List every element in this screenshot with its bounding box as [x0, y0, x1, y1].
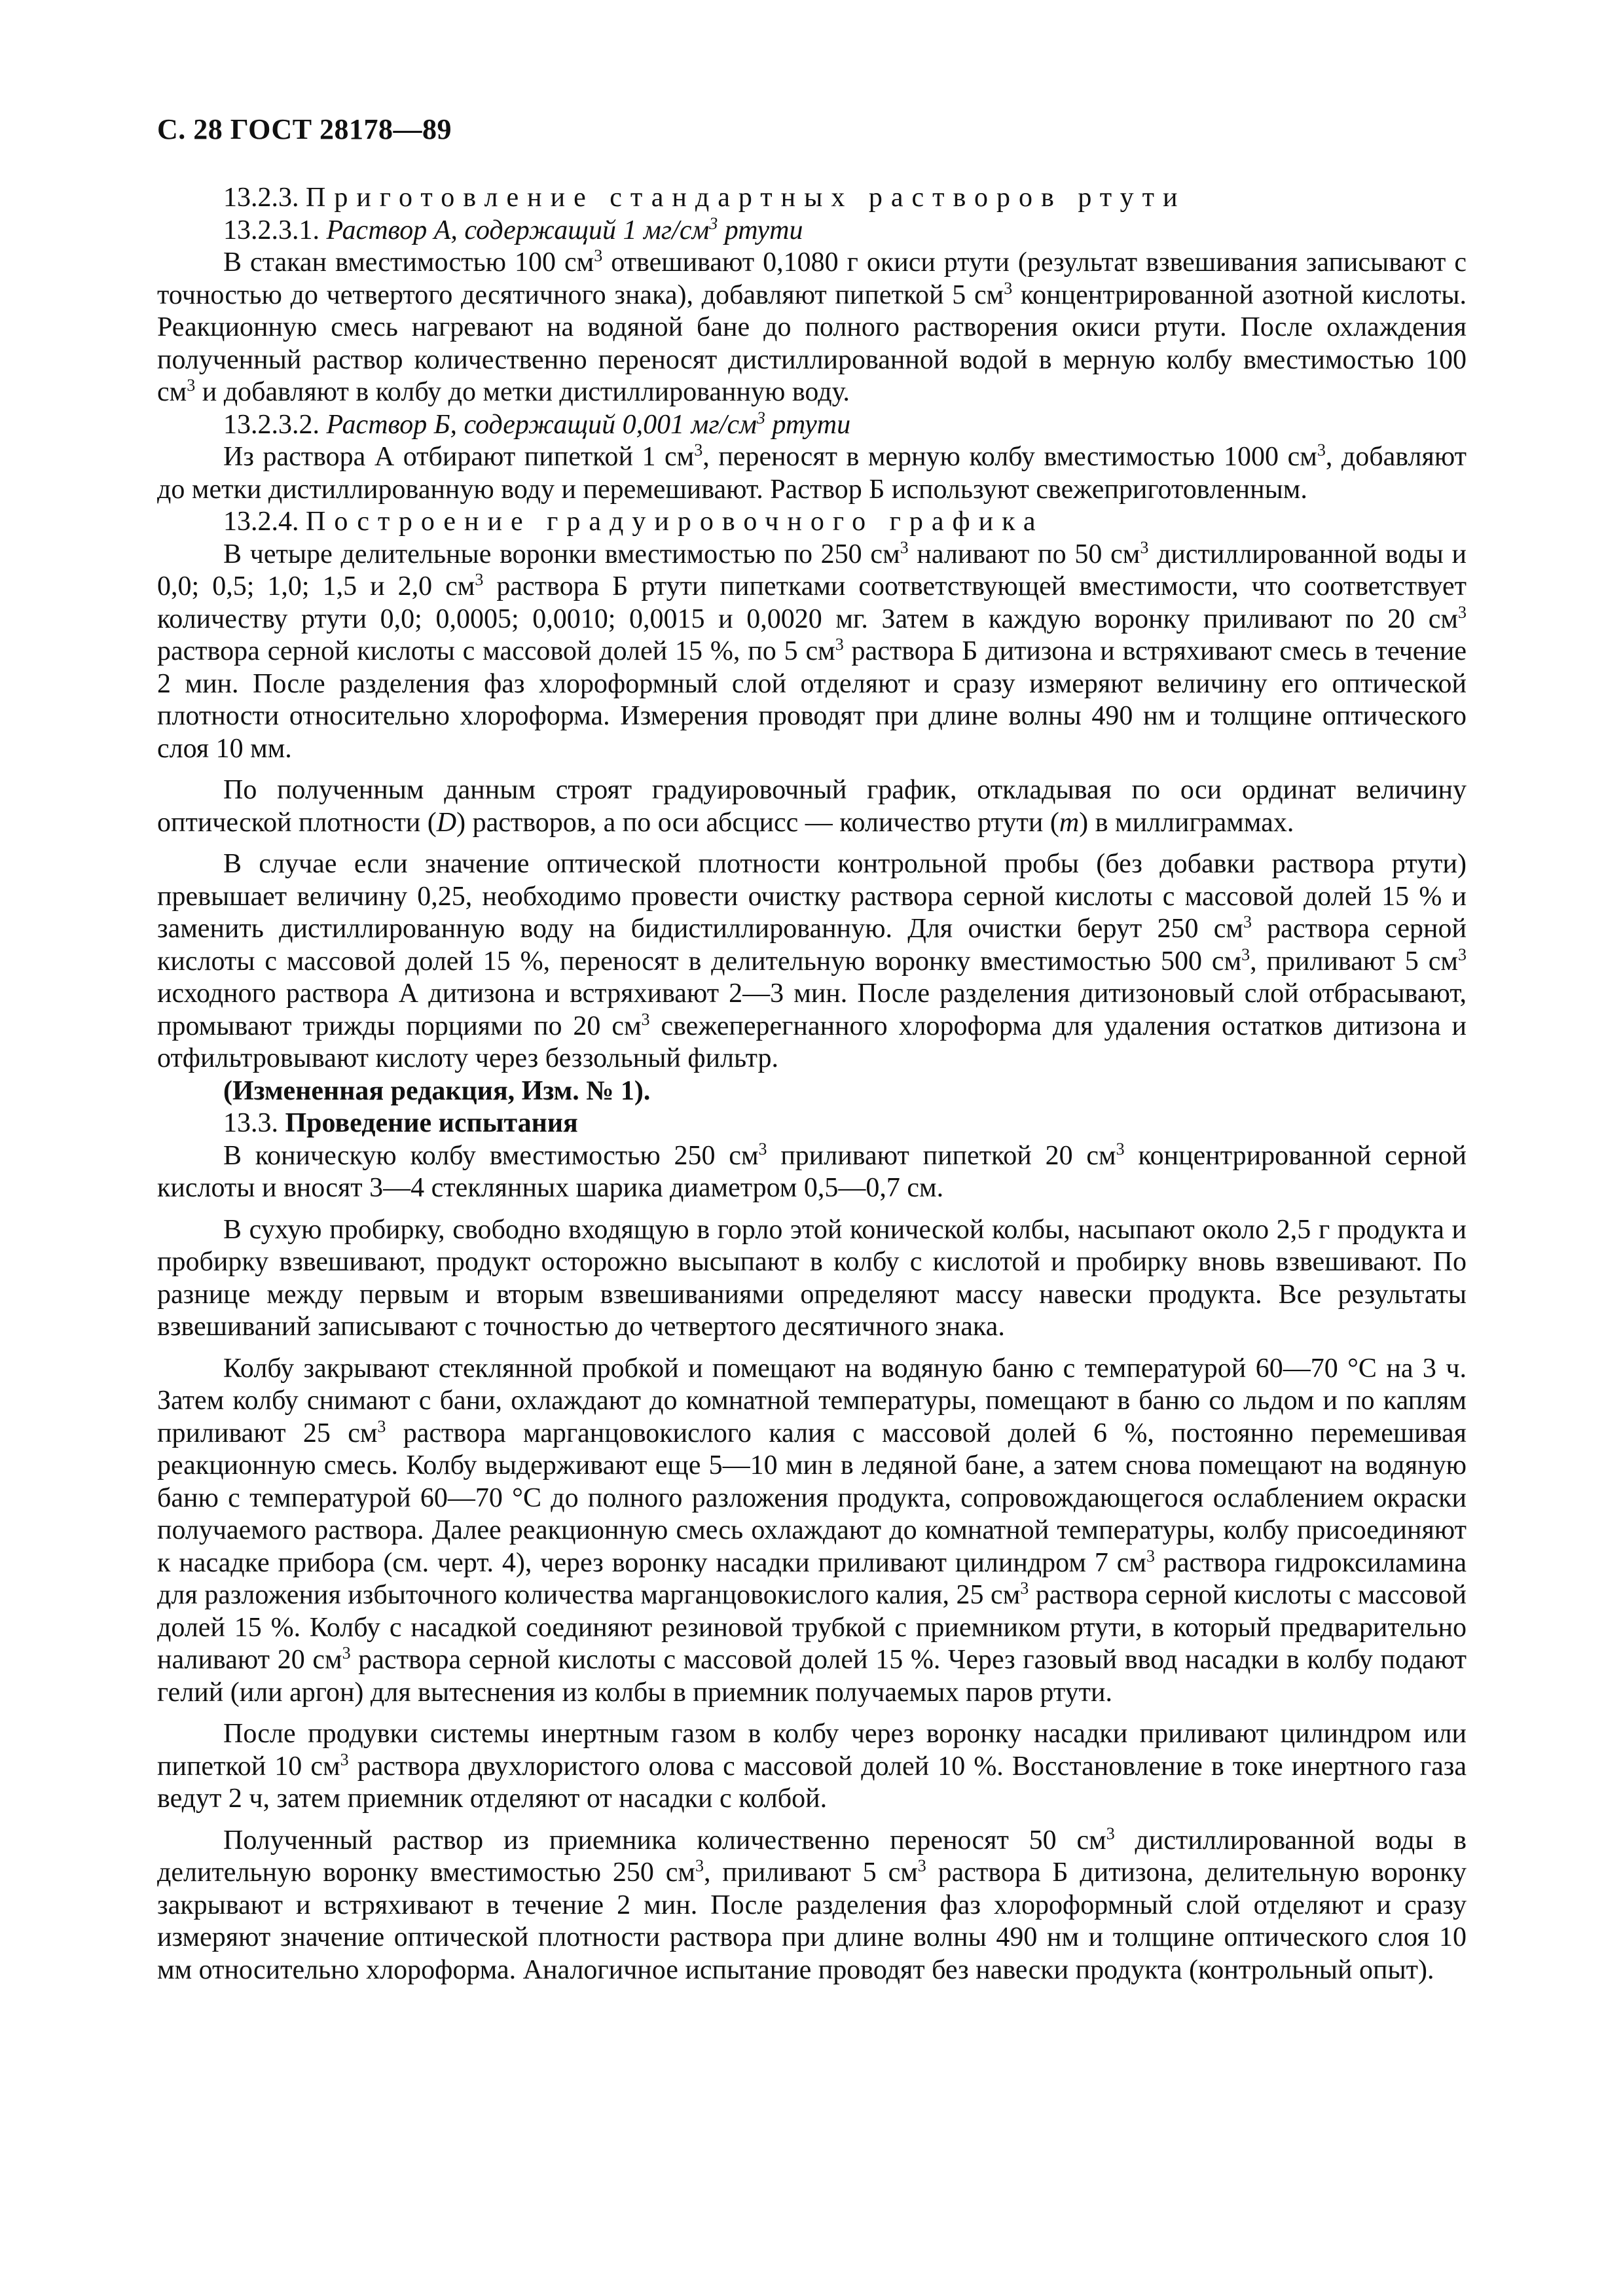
- page-header: С. 28 ГОСТ 28178—89: [157, 113, 452, 145]
- paragraph: Колбу закрывают стеклянной пробкой и помещают на водяную баню с температурой 60—70 °С на 3 ч. Затем колбу снимают с бани, охлаждают до комнатной температуры, помещают в баню со льдом и по каплям приливают 25 $см^3$ раствора марганцовокислого калия с массовой долей 6 %, постоянно перемешивая реакционную смесь. Колбу выдерживают еще 5—10 мин в ледяной бане, а затем снова помещают на водяную баню с температурой 60—70 °С до полного разложения продукта, сопровождающегося ослаблением окраски получаемого раствора. Далее реакционную смесь охлаждают до комнатной температуры, колбу присоединяют к насадке прибора (см. черт. 4), через воронку насадки приливают цилиндром 7 $см^3$ раствора гидроксиламина для разложения избыточного количества марганцовокислого калия, 25 $см^3$ раствора серной кислоты с массовой долей 15 %. Колбу с насадкой соединяют резиновой трубкой с приемником ртути, в который предварительно наливают 20 $см^3$ раствора серной кислоты с массовой долей 15 %. Через газовый ввод насадки в колбу подают гелий (или аргон) для вытеснения из колбы в приемник получаемых паров ртути.: [157, 1353, 1467, 1708]
- section-13-2-3-2-heading: [157, 409, 1467, 442]
- section-number: 13.3.: [223, 1108, 278, 1138]
- paragraph: В четыре делительные воронки вместимостью по 250 $см^3$ наливают по 50 $см^3$ дистиллированной воды и 0,0; 0,5; 1,0; 1,5 и 2,0 $см^3$ раствора Б ртути пипетками соответствующей вместимости, что соответствует количеству ртути 0,0; 0,0005; 0,0010; 0,0015 и 0,0020 мг. Затем в каждую воронку приливают по 20 $см^3$ раствора серной кислоты с массовой долей 15 %, по 5 $см^3$ раствора Б дитизона и встряхивают смесь в течение 2 мин. После разделения фаз хлороформный слой отделяют и сразу измеряют величину его оптической плотности относительно хлороформа. Измерения проводят при длине волны 490 нм и толщине оптического слоя 10 мм.: [157, 537, 1467, 764]
- section-title: Проведение испытания: [285, 1108, 578, 1138]
- section-number: 13.2.3.1.: [223, 215, 319, 245]
- paragraph: В стакан вместимостью 100 $см^3$ отвешивают 0,1080 г окиси ртути (результат взвешивания записывают с точностью до четвертого десятичного знака), добавляют пипеткой 5 $см^3$ концентрированной азотной кислоты. Реакционную смесь нагревают на водяной бане до полного растворения окиси ртути. После охлаждения полученный раствор количественно переносят дистиллированной водой в мерную колбу вместимостью 100 $см^3$ и добавляют в колбу до метки дистиллированную воду.: [157, 246, 1467, 407]
- paragraph: В сухую пробирку, свободно входящую в горло этой конической колбы, насыпают около 2,5 г продукта и пробирку взвешивают, продукт осторожно высыпают в колбу с кислотой и пробирку вновь взвешивают. По разнице между первым и вторым взвешиваниями определяют массу навески продукта. Все результаты взвешиваний записывают с точностью до четвертого десятичного знака.: [157, 1214, 1467, 1342]
- paragraph: Из раствора А отбирают пипеткой 1 $см^3$, переносят в мерную колбу вместимостью 1000 $см^3$, добавляют до метки дистиллированную воду и перемешивают. Раствор Б используют свежеприготовленным.: [157, 440, 1467, 505]
- section-title: Раствор Б, содержащий 0,001 $мг/см^3$ ртути: [326, 408, 851, 440]
- section-13-2-3-heading: [157, 182, 1467, 215]
- section-title: Приготовление стандартных растворов ртути: [306, 183, 1186, 213]
- paragraph: В случае если значение оптической плотности контрольной пробы (без добавки раствора ртути) превышает величину 0,25, необходимо провести очистку раствора серной кислоты с массовой долей 15 % и заменить дистиллированную воду на бидистиллированную. Для очистки берут 250 $см^3$ раствора серной кислоты с массовой долей 15 %, переносят в делительную воронку вместимостью 500 $см^3$, приливают 5 $см^3$ исходного раствора А дитизона и встряхивают 2—3 мин. После разделения дитизоновый слой отбрасывают, промывают трижды порциями по 20 $см^3$ свежеперегнанного хлороформа для удаления остатков дитизона и отфильтровывают кислоту через беззольный фильтр.: [157, 849, 1467, 1073]
- document-body: [157, 182, 1467, 1986]
- section-13-2-3-1-heading: [157, 215, 1467, 247]
- section-number: 13.2.4.: [223, 507, 299, 537]
- paragraph: Полученный раствор из приемника количественно переносят 50 $см^3$ дистиллированной воды в делительную воронку вместимостью 250 $см^3$, приливают 5 $см^3$ раствора Б дитизона, делительную воронку закрывают и встряхивают в течение 2 мин. После разделения фаз хлороформный слой отделяют и сразу измеряют значение оптической плотности раствора при длине волны 490 нм и толщине оптического слоя 10 мм относительно хлороформа. Аналогичное испытание проводят без навески продукта (контрольный опыт).: [157, 1823, 1467, 1985]
- paragraph: После продувки системы инертным газом в колбу через воронку насадки приливают цилиндром или пипеткой 10 $см^3$ раствора двухлористого олова с массовой долей 10 %. Восстановление в токе инертного газа ведут 2 ч, затем приемник отделяют от насадки с колбой.: [157, 1719, 1467, 1814]
- paragraph: По полученным данным строят градуировочный график, откладывая по оси ординат величину оптической плотности (D) растворов, а по оси абсцисс — количество ртути (m) в миллиграммах.: [157, 775, 1467, 838]
- section-number: 13.2.3.2.: [223, 409, 319, 440]
- section-13-3-heading: [157, 1107, 1467, 1140]
- section-number: 13.2.3.: [223, 183, 299, 213]
- section-title: Раствор А, содержащий 1 $мг/см^3$ ртути: [326, 213, 803, 245]
- section-13-2-4-heading: [157, 506, 1467, 539]
- amendment-note: (Измененная редакция, Изм. № 1).: [223, 1075, 651, 1106]
- section-title: Построение градуировочного графика: [306, 507, 1044, 537]
- paragraph: В коническую колбу вместимостью 250 $см^3$ приливают пипеткой 20 $см^3$ концентрированной серной кислоты и вносят 3—4 стеклянных шарика диаметром 0,5—0,7 см.: [157, 1139, 1467, 1203]
